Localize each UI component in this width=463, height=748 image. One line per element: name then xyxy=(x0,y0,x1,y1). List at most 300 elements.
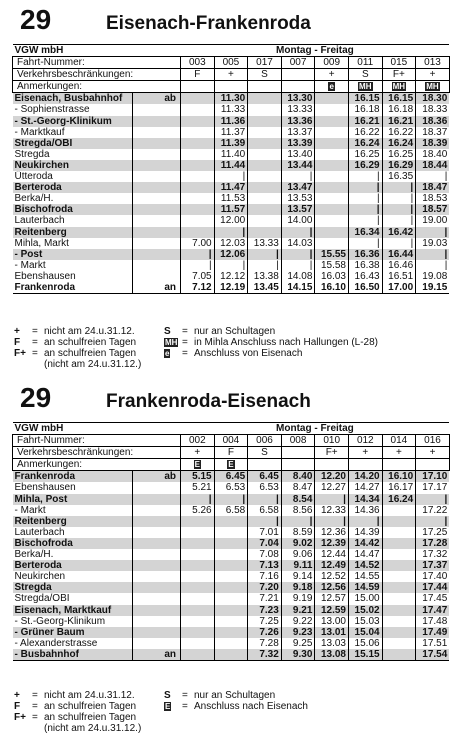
note-cell xyxy=(315,459,349,471)
departure-time xyxy=(315,138,349,149)
departure-time: | xyxy=(214,227,248,238)
departure-time xyxy=(214,649,248,661)
restriction-cell: F+ xyxy=(315,447,349,459)
note-row xyxy=(13,81,450,93)
departure-time: 6.53 xyxy=(248,482,282,493)
departure-time xyxy=(315,93,349,105)
restriction-cell: S xyxy=(248,69,282,81)
departure-time: 11.39 xyxy=(214,138,248,149)
departure-time: 14.36 xyxy=(348,505,382,516)
departure-time: 7.25 xyxy=(248,616,282,627)
note-cell xyxy=(416,81,450,93)
stop-row xyxy=(13,249,450,260)
departure-time: | xyxy=(348,204,382,215)
departure-time: 12.57 xyxy=(315,593,349,604)
departure-time: 11.53 xyxy=(214,193,248,204)
stop-direction xyxy=(133,127,181,138)
departure-time xyxy=(181,127,215,138)
stop-name: - Busbahnhof xyxy=(13,649,133,661)
departure-time: | xyxy=(416,249,450,260)
stop-row xyxy=(13,593,450,604)
departure-time: 12.12 xyxy=(214,271,248,282)
trip-number-label: Fahrt-Nummer: xyxy=(13,57,181,69)
departure-time: 14.55 xyxy=(348,571,382,582)
departure-time xyxy=(382,616,416,627)
departure-time: 9.23 xyxy=(281,627,315,638)
departure-time xyxy=(315,227,349,238)
departure-time: 16.34 xyxy=(348,227,382,238)
departure-time: 13.03 xyxy=(315,638,349,649)
legend-text: nur an Schultagen xyxy=(194,326,276,337)
departure-time: 11.47 xyxy=(214,182,248,193)
trip-number-cell: 016 xyxy=(416,435,450,447)
note-cell xyxy=(181,459,215,471)
departure-time: 11.44 xyxy=(214,160,248,171)
legend-equals: = xyxy=(182,348,188,359)
trip-number-cell: 005 xyxy=(214,57,248,69)
stop-name: Lauterbach xyxy=(13,215,133,226)
restriction-cell: + xyxy=(348,447,382,459)
timetable-eisenach-frankenroda xyxy=(12,44,450,294)
stop-name: - Sophienstrasse xyxy=(13,104,133,115)
stop-row xyxy=(13,238,450,249)
departure-time: 8.59 xyxy=(281,527,315,538)
departure-time xyxy=(315,193,349,204)
stop-name: - Post xyxy=(13,249,133,260)
trip-number-row xyxy=(13,57,450,69)
departure-time: 16.21 xyxy=(348,116,382,127)
departure-time xyxy=(315,171,349,182)
departure-time: 17.32 xyxy=(416,549,450,560)
note-marker: E xyxy=(194,460,200,470)
departure-time xyxy=(181,593,215,604)
stop-name: Berteroda xyxy=(13,560,133,571)
departure-time xyxy=(214,605,248,616)
stop-row xyxy=(13,638,450,649)
legend-symbol xyxy=(164,348,182,359)
legend-symbol xyxy=(164,337,182,348)
departure-time: 6.45 xyxy=(214,471,248,483)
stop-name: - Marktkauf xyxy=(13,127,133,138)
legend-equals: = xyxy=(182,326,188,337)
stop-row xyxy=(13,494,450,505)
departure-time xyxy=(181,516,215,527)
departure-time: 16.21 xyxy=(382,116,416,127)
note-marker: MH xyxy=(426,82,439,92)
stop-name: Lauterbach xyxy=(13,527,133,538)
restriction-cell xyxy=(281,447,315,459)
stop-direction xyxy=(133,538,181,549)
departure-time: 9.18 xyxy=(281,582,315,593)
departure-time xyxy=(248,104,282,115)
trip-number-cell: 014 xyxy=(382,435,416,447)
service-days: Montag - Freitag xyxy=(181,423,450,435)
legend-symbol: + xyxy=(14,326,20,337)
legend-row xyxy=(14,337,378,348)
departure-time: 9.25 xyxy=(281,638,315,649)
departure-time: 11.33 xyxy=(214,104,248,115)
departure-time xyxy=(315,149,349,160)
stop-name: Reitenberg xyxy=(13,227,133,238)
departure-time: 14.15 xyxy=(281,282,315,294)
departure-time xyxy=(214,616,248,627)
stop-row xyxy=(13,149,450,160)
departure-time: 14.00 xyxy=(281,215,315,226)
stop-row xyxy=(13,538,450,549)
departure-time: 7.20 xyxy=(248,582,282,593)
departure-time xyxy=(214,582,248,593)
departure-time: 15.15 xyxy=(348,649,382,661)
departure-time xyxy=(248,93,282,105)
header-row xyxy=(13,423,450,435)
departure-time: 16.51 xyxy=(382,271,416,282)
departure-time: 8.56 xyxy=(281,505,315,516)
departure-time: 16.24 xyxy=(382,494,416,505)
stop-row xyxy=(13,605,450,616)
departure-time: 9.19 xyxy=(281,593,315,604)
trip-number-cell: 013 xyxy=(416,57,450,69)
legend-symbol xyxy=(164,701,182,712)
stop-name: Eisenach, Marktkauf xyxy=(13,605,133,616)
departure-time: 18.39 xyxy=(416,138,450,149)
departure-time: | xyxy=(348,193,382,204)
departure-time xyxy=(181,638,215,649)
restriction-cell: F xyxy=(214,447,248,459)
trip-number-row xyxy=(13,435,450,447)
stop-name: - Alexanderstrasse xyxy=(13,638,133,649)
legend-text: nicht am 24.u.31.12. xyxy=(44,690,135,701)
legend-equals: = xyxy=(182,337,188,348)
departure-time: 17.40 xyxy=(416,571,450,582)
departure-time xyxy=(181,627,215,638)
departure-time: | xyxy=(416,494,450,505)
departure-time: 17.25 xyxy=(416,527,450,538)
stop-direction xyxy=(133,527,181,538)
departure-time xyxy=(181,138,215,149)
departure-time: | xyxy=(315,516,349,527)
stop-name: - St.-Georg-Klinikum xyxy=(13,116,133,127)
departure-time: 18.53 xyxy=(416,193,450,204)
departure-time: 18.30 xyxy=(416,93,450,105)
departure-time: 13.33 xyxy=(248,238,282,249)
departure-time: 9.22 xyxy=(281,616,315,627)
departure-time: 14.59 xyxy=(348,582,382,593)
departure-time xyxy=(181,605,215,616)
departure-time: | xyxy=(181,494,215,505)
departure-time xyxy=(214,538,248,549)
legend-text: an schulfreien Tagen xyxy=(44,712,137,723)
departure-time: 11.57 xyxy=(214,204,248,215)
restriction-row xyxy=(13,447,450,459)
stop-direction xyxy=(133,215,181,226)
stop-row xyxy=(13,582,450,593)
departure-time: 16.15 xyxy=(382,93,416,105)
departure-time xyxy=(214,527,248,538)
departure-time xyxy=(315,104,349,115)
stop-name: Reitenberg xyxy=(13,516,133,527)
stop-name: Neukirchen xyxy=(13,160,133,171)
legend-equals: = xyxy=(182,690,188,701)
note-cell xyxy=(348,459,382,471)
departure-time: 16.25 xyxy=(348,149,382,160)
departure-time xyxy=(315,127,349,138)
header-row xyxy=(13,45,450,57)
stop-direction: ab xyxy=(133,471,181,483)
trip-number-cell: 006 xyxy=(248,435,282,447)
departure-time: 17.10 xyxy=(416,471,450,483)
stop-direction xyxy=(133,171,181,182)
departure-time xyxy=(382,627,416,638)
stop-direction xyxy=(133,116,181,127)
departure-time: 14.39 xyxy=(348,527,382,538)
stop-name: Ebenshausen xyxy=(13,271,133,282)
stop-direction xyxy=(133,582,181,593)
departure-time: 16.44 xyxy=(382,249,416,260)
stop-row xyxy=(13,93,450,105)
stop-name: Frankenroda xyxy=(13,282,133,294)
departure-time xyxy=(248,138,282,149)
stop-name: Eisenach, Busbahnhof xyxy=(13,93,133,105)
departure-time: 12.59 xyxy=(315,605,349,616)
departure-time: 6.58 xyxy=(214,505,248,516)
note-cell xyxy=(214,459,248,471)
legend-text: in Mihla Anschluss nach Hallungen (L-28) xyxy=(194,337,378,348)
trip-number-cell: 012 xyxy=(348,435,382,447)
stop-name: Berka/H. xyxy=(13,549,133,560)
legend-equals: = xyxy=(32,326,38,337)
departure-time: 19.03 xyxy=(416,238,450,249)
departure-time xyxy=(382,538,416,549)
stop-row xyxy=(13,127,450,138)
departure-time: 14.08 xyxy=(281,271,315,282)
departure-time: 7.04 xyxy=(248,538,282,549)
departure-time: 13.47 xyxy=(281,182,315,193)
departure-time: 15.55 xyxy=(315,249,349,260)
note-marker: E xyxy=(228,460,234,470)
departure-time xyxy=(382,505,416,516)
departure-time: 13.30 xyxy=(281,93,315,105)
departure-time xyxy=(248,160,282,171)
legend-symbol xyxy=(164,723,182,734)
departure-time: | xyxy=(348,215,382,226)
departure-time: | xyxy=(281,171,315,182)
stop-row xyxy=(13,227,450,238)
departure-time: 11.40 xyxy=(214,149,248,160)
departure-time: | xyxy=(416,260,450,271)
departure-time: 16.22 xyxy=(382,127,416,138)
departure-time: 16.18 xyxy=(382,104,416,115)
departure-time xyxy=(214,516,248,527)
restriction-cell: F+ xyxy=(382,69,416,81)
departure-time: | xyxy=(382,193,416,204)
departure-time xyxy=(181,560,215,571)
departure-time xyxy=(181,538,215,549)
departure-time xyxy=(214,638,248,649)
legend-symbol xyxy=(164,712,182,723)
stop-direction xyxy=(133,182,181,193)
departure-time: 18.44 xyxy=(416,160,450,171)
note-cell xyxy=(281,81,315,93)
departure-time xyxy=(181,215,215,226)
legend-equals: = xyxy=(32,348,38,359)
legend-equals xyxy=(182,712,194,723)
departure-time xyxy=(382,605,416,616)
restriction-cell: + xyxy=(416,69,450,81)
stop-direction xyxy=(133,271,181,282)
departure-time xyxy=(181,104,215,115)
route-header-1 xyxy=(14,4,311,40)
departure-time: | xyxy=(348,171,382,182)
trip-number-label: Fahrt-Nummer: xyxy=(13,435,181,447)
restriction-row xyxy=(13,69,450,81)
legend-text: Anschluss nach Eisenach xyxy=(194,701,308,712)
departure-time: 16.29 xyxy=(348,160,382,171)
stop-row xyxy=(13,549,450,560)
restriction-cell: + xyxy=(315,69,349,81)
departure-time: 8.54 xyxy=(281,494,315,505)
stop-name: Bischofroda xyxy=(13,538,133,549)
departure-time: 12.39 xyxy=(315,538,349,549)
departure-time xyxy=(315,215,349,226)
departure-time: 7.13 xyxy=(248,560,282,571)
legend-symbol: F+ xyxy=(14,348,26,359)
legend-text: Anschluss von Eisenach xyxy=(194,348,303,359)
legend-row xyxy=(14,690,308,701)
departure-time: | xyxy=(382,238,416,249)
departure-time: 13.39 xyxy=(281,138,315,149)
departure-time: | xyxy=(416,516,450,527)
departure-time xyxy=(181,160,215,171)
departure-time: 13.37 xyxy=(281,127,315,138)
stop-direction xyxy=(133,238,181,249)
departure-time: 13.36 xyxy=(281,116,315,127)
legend-equals xyxy=(182,359,194,370)
departure-time xyxy=(181,171,215,182)
stop-direction: an xyxy=(133,649,181,661)
stop-direction xyxy=(133,482,181,493)
departure-time: 17.45 xyxy=(416,593,450,604)
stop-name: - Grüner Baum xyxy=(13,627,133,638)
restriction-cell: F xyxy=(181,69,215,81)
stop-row xyxy=(13,527,450,538)
route-name: Frankenroda-Eisenach xyxy=(106,391,311,412)
legend-symbol xyxy=(164,359,182,370)
departure-time: 13.01 xyxy=(315,627,349,638)
note-cell xyxy=(416,459,450,471)
trip-number-cell: 004 xyxy=(214,435,248,447)
stop-name: Berteroda xyxy=(13,182,133,193)
departure-time: 14.20 xyxy=(348,471,382,483)
stop-row xyxy=(13,560,450,571)
departure-time xyxy=(181,582,215,593)
departure-time: | xyxy=(248,494,282,505)
departure-time: 9.06 xyxy=(281,549,315,560)
route-number: 29 xyxy=(20,4,52,35)
stop-row xyxy=(13,182,450,193)
legend-equals: = xyxy=(32,690,38,701)
departure-time: 9.30 xyxy=(281,649,315,661)
departure-time: | xyxy=(281,516,315,527)
stop-name: Mihla, Markt xyxy=(13,238,133,249)
departure-time: 9.14 xyxy=(281,571,315,582)
note-cell xyxy=(382,81,416,93)
note-cell xyxy=(315,81,349,93)
departure-time xyxy=(382,571,416,582)
departure-time: 14.42 xyxy=(348,538,382,549)
departure-time: 7.12 xyxy=(181,282,215,294)
legend-marker: MH xyxy=(165,338,178,347)
note-cell xyxy=(382,459,416,471)
departure-time: 16.29 xyxy=(382,160,416,171)
trip-number-cell: 017 xyxy=(248,57,282,69)
legend-1 xyxy=(14,326,378,370)
departure-time xyxy=(315,160,349,171)
legend-row xyxy=(14,712,308,723)
stop-direction xyxy=(133,204,181,215)
legend-text: an schulfreien Tagen xyxy=(44,348,137,359)
stop-name: - St.-Georg-Klinikum xyxy=(13,616,133,627)
departure-time: 16.03 xyxy=(315,271,349,282)
legend-text: nur an Schultagen xyxy=(194,690,276,701)
departure-time: 7.08 xyxy=(248,549,282,560)
departure-time: 9.21 xyxy=(281,605,315,616)
stop-row xyxy=(13,271,450,282)
route-header-2 xyxy=(14,382,311,418)
stop-row xyxy=(13,104,450,115)
stop-direction xyxy=(133,160,181,171)
departure-time: 17.51 xyxy=(416,638,450,649)
departure-time xyxy=(214,571,248,582)
departure-time: 16.25 xyxy=(382,149,416,160)
trip-number-cell: 002 xyxy=(181,435,215,447)
departure-time: 6.58 xyxy=(248,505,282,516)
legend-equals xyxy=(32,723,44,734)
departure-time: | xyxy=(348,516,382,527)
stop-name: Berka/H. xyxy=(13,193,133,204)
stop-direction xyxy=(133,627,181,638)
note-cell xyxy=(181,81,215,93)
legend-row xyxy=(14,348,378,359)
departure-time xyxy=(181,527,215,538)
departure-time xyxy=(248,227,282,238)
departure-time: | xyxy=(281,249,315,260)
departure-time: 16.10 xyxy=(382,471,416,483)
departure-time: | xyxy=(281,227,315,238)
departure-time: 5.26 xyxy=(181,505,215,516)
stop-name: Stregda/OBI xyxy=(13,138,133,149)
departure-time: 17.22 xyxy=(416,505,450,516)
note-marker: MH xyxy=(359,82,372,92)
stop-row xyxy=(13,215,450,226)
note-cell xyxy=(248,459,282,471)
departure-time: 18.36 xyxy=(416,116,450,127)
departure-time: 12.27 xyxy=(315,482,349,493)
stop-row xyxy=(13,282,450,294)
departure-time: 7.28 xyxy=(248,638,282,649)
stop-name: Stregda xyxy=(13,149,133,160)
stop-direction: an xyxy=(133,282,181,294)
restriction-cell xyxy=(281,69,315,81)
restriction-cell: S xyxy=(248,447,282,459)
legend-text: an schulfreien Tagen xyxy=(44,337,137,348)
restriction-cell: S xyxy=(348,69,382,81)
departure-time xyxy=(382,549,416,560)
stop-row xyxy=(13,505,450,516)
departure-time: | xyxy=(382,215,416,226)
note-cell xyxy=(214,81,248,93)
restriction-cell: + xyxy=(416,447,450,459)
legend-symbol: S xyxy=(164,326,171,337)
